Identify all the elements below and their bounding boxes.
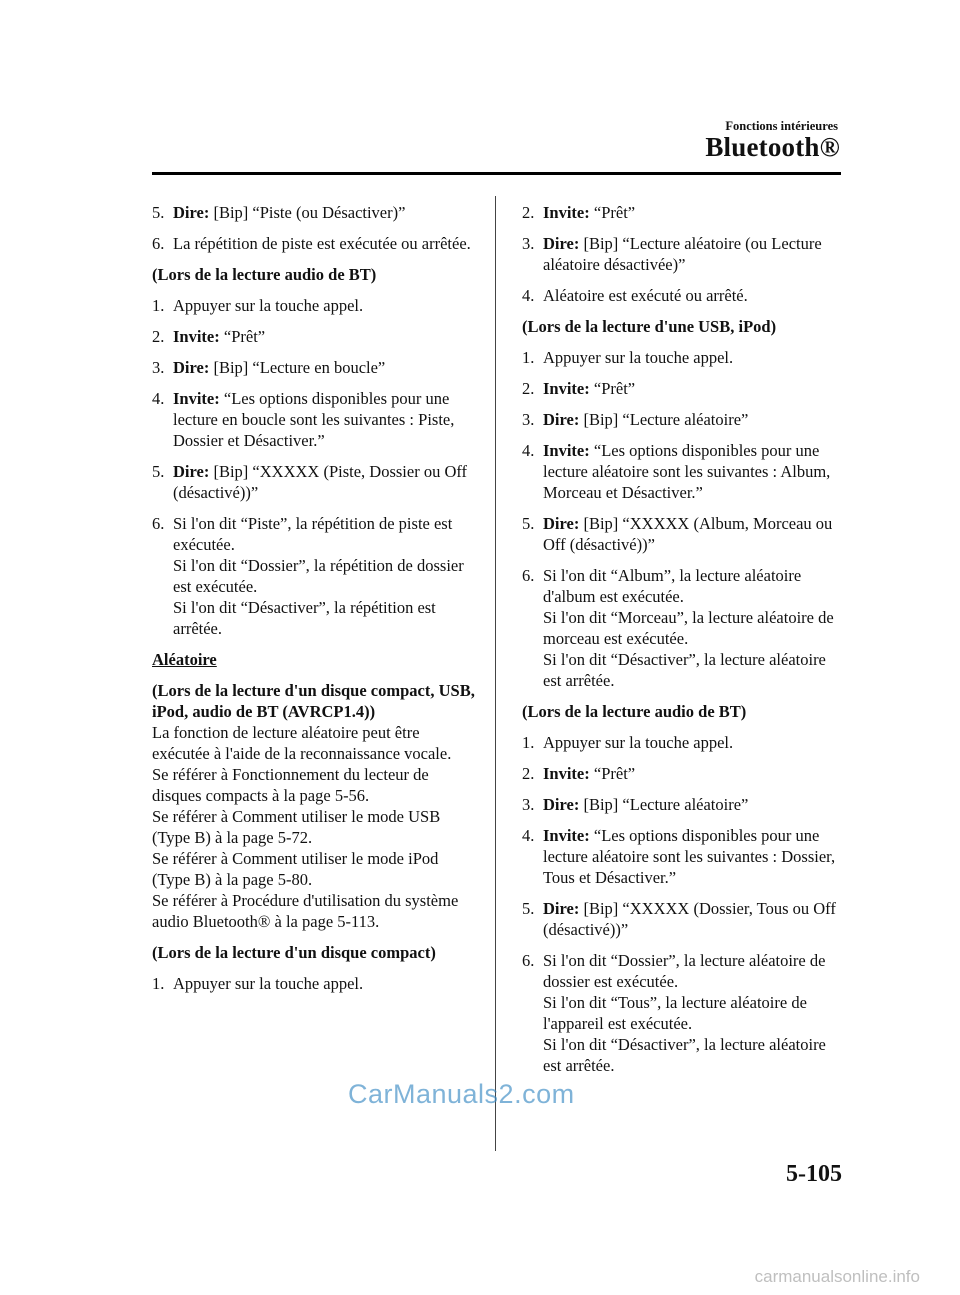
step-line: Si l'on dit “Désactiver”, la lecture aléatoire est arrêtée. [543,650,826,690]
column-divider [495,196,496,1151]
step-line: Si l'on dit “Dossier”, la répétition de dossier est exécutée. [173,556,464,596]
step-text [543,794,844,815]
step-text [543,513,844,555]
step-item [522,794,844,815]
step-number: 3. [522,795,535,814]
step-label: Invite: [173,327,220,346]
step-number: 1. [522,733,535,752]
step-content: [Bip] “Lecture aléatoire” [579,410,749,429]
step-line: Si l'on dit “Dossier”, la lecture aléatoire de dossier est exécutée. [543,951,826,991]
step-text [543,950,844,1076]
step-content: “Les options disponibles pour une lecture aléatoire sont les suivantes : Dossier, Tous et Désactiver.” [543,826,836,887]
step-text [173,513,477,639]
paragraph-line: Se référer à Comment utiliser le mode USB (Type B) à la page 5-72. [152,807,441,847]
step-text [173,295,477,316]
step-item [522,233,844,275]
step-label: Invite: [543,379,590,398]
step-number: 5. [152,462,165,481]
step-line: Si l'on dit “Désactiver”, la répétition est arrêtée. [173,598,436,638]
step-content: [Bip] “Lecture en boucle” [209,358,386,377]
step-content: Appuyer sur la touche appel. [543,348,734,367]
section-name: Fonctions intérieures [725,119,838,133]
step-content: [Bip] “XXXXX (Dossier, Tous ou Off (désactivé))” [543,899,836,939]
section-heading: (Lors de la lecture audio de BT) [522,702,747,721]
step-label: Invite: [543,203,590,222]
section-heading: (Lors de la lecture d'une USB, iPod) [522,317,777,336]
section-heading: (Lors de la lecture d'un disque compact, USB, iPod, audio de BT (AVRCP1.4)) [152,681,475,721]
step-item [522,202,844,223]
step-item [152,295,477,316]
right-column [522,202,844,1086]
step-content: “Prêt” [219,327,266,346]
step-line: Si l'on dit “Album”, la lecture aléatoire d'album est exécutée. [543,566,802,606]
section-block [152,680,477,932]
step-label: Dire: [173,358,210,377]
step-content: Appuyer sur la touche appel. [543,733,734,752]
step-number: 4. [522,826,535,845]
step-item [152,513,477,639]
step-line: Si l'on dit “Désactiver”, la lecture aléatoire est arrêtée. [543,1035,826,1075]
paragraph-line: Se référer à Procédure d'utilisation du système audio Bluetooth® à la page 5-113. [152,891,459,931]
step-content: [Bip] “Piste (ou Désactiver)” [209,203,406,222]
step-item [522,898,844,940]
step-number: 3. [522,234,535,253]
step-number: 5. [522,514,535,533]
step-label: Invite: [173,389,220,408]
step-label: Dire: [543,514,580,533]
step-number: 1. [522,348,535,367]
step-number: 1. [152,296,165,315]
step-label: Dire: [543,899,580,918]
step-content: “Les options disponibles pour une lecture aléatoire sont les suivantes : Album, Morceau et Désactiver.” [543,441,831,502]
step-item [152,388,477,451]
step-label: Dire: [543,795,580,814]
step-label: Dire: [173,203,210,222]
step-text [543,347,844,368]
step-text [543,732,844,753]
step-text [543,565,844,691]
step-number: 5. [522,899,535,918]
step-text [173,461,477,503]
step-content: Aléatoire est exécuté ou arrêté. [543,286,748,305]
step-number: 6. [152,234,165,253]
step-text [543,378,844,399]
step-item [522,347,844,368]
step-number: 5. [152,203,165,222]
step-content: [Bip] “XXXXX (Album, Morceau ou Off (désactivé))” [543,514,833,554]
step-item [152,357,477,378]
step-text [173,326,477,347]
page-number: 5-105 [786,1161,842,1187]
step-label: Dire: [173,462,210,481]
header-rule [152,172,841,175]
step-text [173,202,477,223]
step-item [522,825,844,888]
step-text [173,357,477,378]
step-item [522,732,844,753]
step-item [152,233,477,254]
step-number: 4. [152,389,165,408]
section-heading: (Lors de la lecture audio de BT) [152,265,377,284]
paragraph-line: Se référer à Fonctionnement du lecteur de disques compacts à la page 5-56. [152,765,429,805]
step-number: 4. [522,286,535,305]
step-number: 2. [522,379,535,398]
left-column [152,202,477,1004]
step-label: Invite: [543,826,590,845]
step-item [522,763,844,784]
chapter-title: Bluetooth® [705,132,840,162]
step-number: 2. [152,327,165,346]
step-content: Appuyer sur la touche appel. [173,974,364,993]
step-text [543,285,844,306]
step-number: 6. [522,566,535,585]
step-text [543,825,844,888]
step-label: Dire: [543,234,580,253]
step-number: 6. [152,514,165,533]
step-text [543,409,844,430]
step-item [152,461,477,503]
step-item [522,513,844,555]
step-text [173,388,477,451]
step-text [543,440,844,503]
watermark-carmanuals2[interactable]: CarManuals2.com [348,1079,575,1109]
step-content: La répétition de piste est exécutée ou arrêtée. [173,234,471,253]
step-line: Si l'on dit “Morceau”, la lecture aléatoire de morceau est exécutée. [543,608,834,648]
step-content: [Bip] “Lecture aléatoire (ou Lecture aléatoire désactivée)” [543,234,822,274]
step-text [543,202,844,223]
step-text [543,898,844,940]
step-text [173,233,477,254]
step-content: Appuyer sur la touche appel. [173,296,364,315]
step-number: 1. [152,974,165,993]
step-content: “Les options disponibles pour une lecture en boucle sont les suivantes : Piste, Dossier et Désactiver.” [173,389,455,450]
step-content: “Prêt” [589,379,636,398]
step-item [152,973,477,994]
step-item [152,202,477,223]
step-line: Si l'on dit “Piste”, la répétition de piste est exécutée. [173,514,453,554]
step-item [522,378,844,399]
step-number: 2. [522,203,535,222]
step-content: “Prêt” [589,203,636,222]
step-item [522,565,844,691]
step-item [522,285,844,306]
step-number: 4. [522,441,535,460]
step-item [522,950,844,1076]
step-number: 2. [522,764,535,783]
step-number: 3. [152,358,165,377]
step-item [152,326,477,347]
step-number: 3. [522,410,535,429]
paragraph-line: Se référer à Comment utiliser le mode iPod (Type B) à la page 5-80. [152,849,439,889]
step-label: Invite: [543,441,590,460]
step-item [522,440,844,503]
step-text [543,763,844,784]
step-content: [Bip] “Lecture aléatoire” [579,795,749,814]
step-label: Invite: [543,764,590,783]
section-heading: (Lors de la lecture d'un disque compact) [152,943,436,962]
step-number: 6. [522,951,535,970]
paragraph-line: La fonction de lecture aléatoire peut être exécutée à l'aide de la reconnaissance vocale. [152,723,452,763]
step-line: Si l'on dit “Tous”, la lecture aléatoire de l'appareil est exécutée. [543,993,807,1033]
step-content: [Bip] “XXXXX (Piste, Dossier ou Off (désactivé))” [173,462,468,502]
step-text [543,233,844,275]
step-content: “Prêt” [589,764,636,783]
watermark-carmanualsonline[interactable]: carmanualsonline.info [754,1267,920,1286]
step-text [173,973,477,994]
step-label: Dire: [543,410,580,429]
step-item [522,409,844,430]
subsection-title: Aléatoire [152,650,217,669]
